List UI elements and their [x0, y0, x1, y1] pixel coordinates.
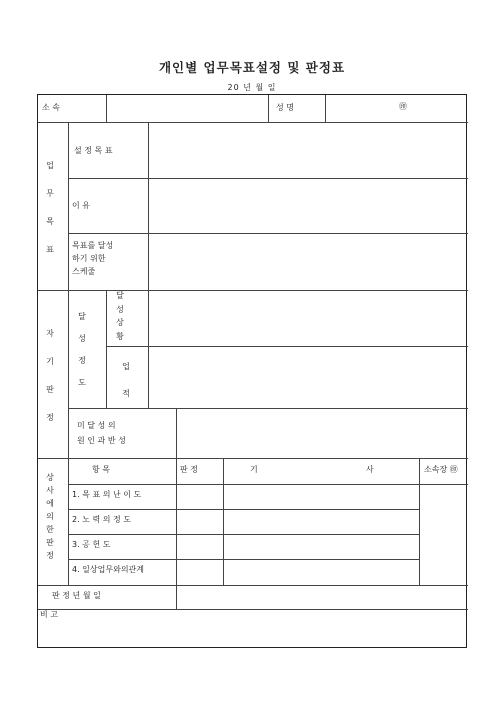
goals-section-label: 업 무 목 표: [46, 161, 54, 254]
row-divider: [68, 559, 419, 560]
reason-label: 이 유: [72, 201, 90, 210]
col-divider: [106, 290, 107, 408]
supervisor-item: 4. 일상업무와의관계: [72, 565, 144, 574]
self-eval-section-label: 자 기 판 정: [46, 329, 54, 422]
row-divider: [38, 458, 468, 459]
row-divider: [38, 609, 468, 610]
col-divider: [148, 122, 149, 290]
col-divider: [419, 458, 420, 585]
row-divider: [38, 290, 468, 291]
note-column-header-1: 기: [250, 465, 258, 474]
row-divider: [68, 534, 419, 535]
date-line: 20 년 월 일: [227, 83, 277, 92]
supervisor-item: 1. 목 표 의 난 이 도: [72, 490, 142, 499]
col-divider: [176, 408, 177, 458]
col-divider: [106, 95, 107, 122]
col-divider: [176, 458, 177, 585]
row-divider: [68, 484, 468, 485]
row-divider: [38, 122, 468, 123]
col-divider: [68, 122, 69, 585]
row-divider: [38, 585, 468, 586]
judgment-date-label: 판 정 년 월 일: [52, 591, 101, 600]
row-divider: [106, 346, 468, 347]
result-label: 업 적: [122, 362, 130, 398]
document-title: 개인별 업무목표설정 및 판정표: [158, 60, 346, 75]
item-column-header: 항 목: [92, 465, 110, 474]
row-divider: [68, 233, 468, 234]
seal-mark: ㊞: [399, 102, 407, 111]
head-seal-header: 소속장 ㊞: [424, 465, 458, 474]
col-divider: [223, 458, 224, 585]
achievement-status-label: 달 성 상 황: [116, 291, 124, 341]
achievement-degree-label: 달 성 정 도: [78, 312, 86, 387]
row-divider: [68, 178, 468, 179]
name-label: 성 명: [276, 103, 294, 112]
affiliation-label: 소 속: [42, 103, 60, 112]
row-divider: [68, 408, 468, 409]
set-goal-label: 설 정 목 표: [74, 146, 113, 155]
judge-column-header: 판 정: [180, 465, 198, 474]
col-divider: [325, 95, 326, 122]
schedule-label: 목표를 달성 하기 위한 스케줄: [72, 241, 114, 276]
supervisor-item: 2. 노 력 의 정 도: [72, 515, 131, 524]
note-column-header-2: 사: [366, 465, 374, 474]
row-divider: [68, 509, 419, 510]
remarks-label: 비 고: [40, 610, 58, 619]
supervisor-item: 3. 공 헌 도: [72, 540, 111, 549]
col-divider: [148, 290, 149, 408]
supervisor-section-label: 상 사 에 의 한 판 정: [46, 473, 54, 560]
col-divider: [268, 95, 269, 122]
not-achieved-label: 미 달 성 의 원 인 과 반 성: [77, 421, 126, 445]
col-divider: [176, 585, 177, 609]
